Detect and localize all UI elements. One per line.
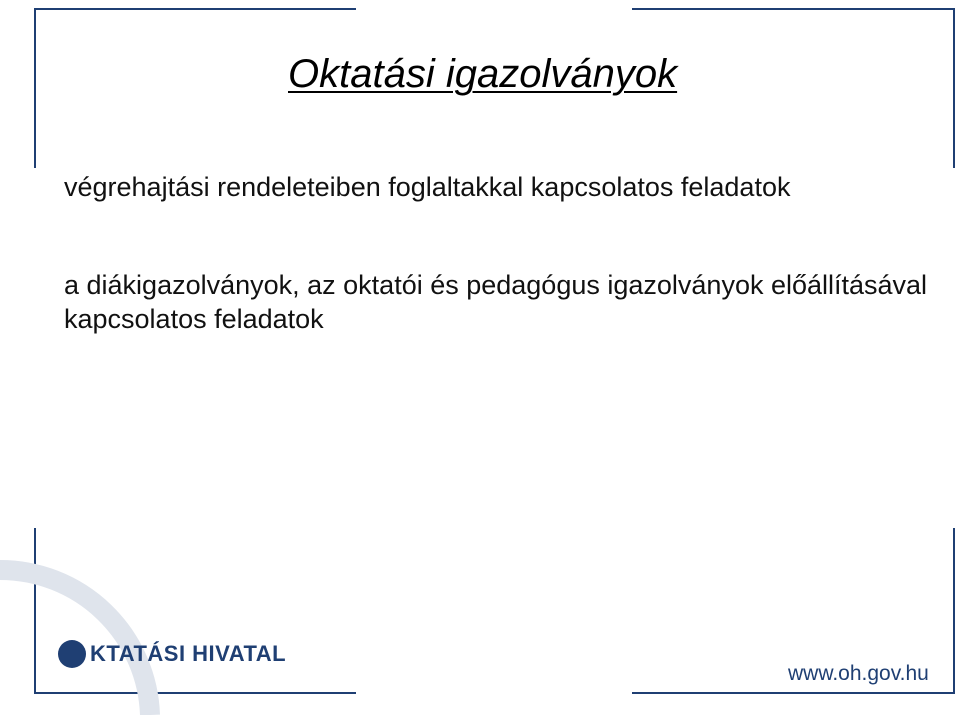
oktatasi-hivatal-logo — [58, 640, 286, 668]
decorative-arc — [0, 560, 180, 715]
frame-line-top-left — [34, 8, 356, 10]
frame-line-right-bottom — [953, 528, 955, 694]
frame-line-top-right — [632, 8, 955, 10]
slide-title: Oktatási igazolványok — [288, 52, 678, 96]
frame-line-right-top — [953, 8, 955, 168]
website-url: www.oh.gov.hu — [788, 662, 929, 685]
logo-text: KTATÁSI HIVATAL — [90, 641, 287, 666]
paragraph-1: végrehajtási rendeleteiben foglaltakkal kapcsolatos feladatok — [64, 172, 791, 202]
paragraph-2: a diákigazolványok, az oktatói és pedagógus igazolványok előállításával kapcsolatos feladatok — [64, 270, 928, 334]
frame-line-left-top — [34, 8, 36, 168]
frame-line-bottom-right — [632, 692, 955, 694]
logo-circle-icon — [58, 640, 86, 668]
